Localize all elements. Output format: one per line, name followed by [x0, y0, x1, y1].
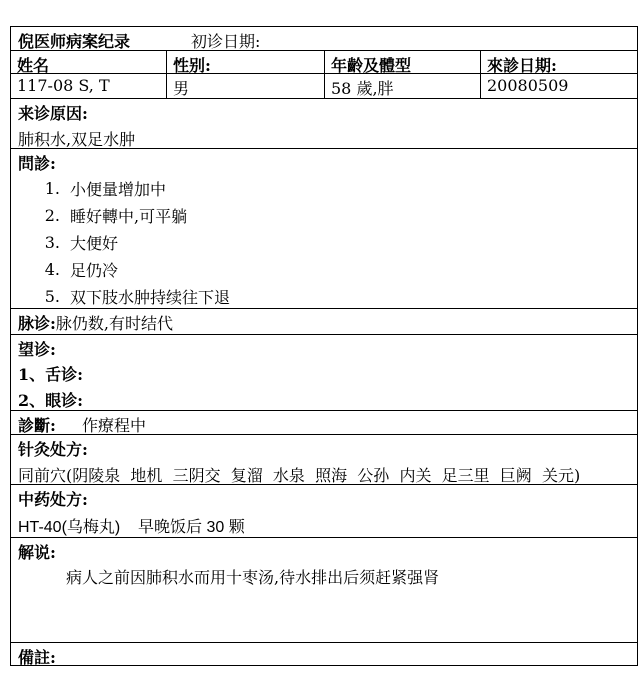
diagnosis-text: 作療程中	[82, 416, 147, 435]
inquiry-label: 問診:	[18, 154, 56, 173]
acupuncture-label: 针灸处方:	[18, 440, 88, 459]
reason-section	[10, 98, 638, 148]
reason-text: 肺积水,双足水肿	[18, 130, 136, 149]
tongue-label: 1、舌诊:	[18, 365, 84, 384]
pulse-label: 脉诊:	[18, 314, 56, 333]
sex-value: 男	[167, 74, 325, 98]
age-value: 58 歲,胖	[325, 74, 481, 98]
acupuncture-text: 同前穴(阴陵泉 地机 三阴交 复溜 水泉 照海 公孙 内关 足三里 巨阙 关元)	[18, 466, 581, 485]
eye-label: 2、眼诊:	[18, 391, 84, 410]
herbal-section	[10, 484, 638, 537]
explain-section	[10, 537, 638, 642]
notes-label: 備註:	[18, 648, 56, 667]
inquiry-item: 4. 足仍冷	[44, 260, 119, 280]
inquiry-item: 3. 大便好	[44, 233, 119, 253]
inquiry-item: 2. 睡好轉中,可平躺	[44, 206, 188, 226]
observe-label: 望诊:	[18, 340, 56, 359]
title-row	[10, 26, 638, 50]
first-visit-label: 初诊日期:	[191, 32, 261, 51]
name-value: 117-08 S, T	[11, 74, 167, 98]
diagnosis-section	[10, 410, 638, 434]
notes-section	[10, 642, 638, 666]
name-label: 姓名	[11, 51, 167, 73]
record-title: 倪医师病案纪录	[18, 32, 131, 51]
acupuncture-section	[10, 434, 638, 484]
inquiry-section	[10, 148, 638, 308]
sex-label: 性别:	[167, 51, 325, 73]
explain-label: 解说:	[18, 543, 56, 562]
inquiry-item: 1. 小便量增加中	[44, 179, 167, 199]
reason-label: 来诊原因:	[18, 104, 88, 123]
medical-record	[10, 26, 638, 666]
pulse-text: 脉仍数,有时结代	[55, 314, 174, 333]
observe-section	[10, 334, 638, 410]
info-header-row	[10, 50, 638, 73]
inquiry-item: 5. 双下肢水肿持续往下退	[44, 287, 231, 307]
herbal-label: 中药处方:	[18, 490, 88, 509]
pulse-section	[10, 308, 638, 334]
inquiry-list	[18, 175, 637, 310]
explain-text: 病人之前因肺积水而用十枣汤,待水排出后须赶紧强肾	[66, 568, 440, 587]
age-label: 年齡及體型	[325, 51, 481, 73]
diagnosis-label: 診斷:	[18, 416, 56, 435]
info-value-row	[10, 73, 638, 98]
visit-value: 20080509	[487, 76, 569, 95]
visit-label: 來診日期:	[487, 56, 557, 75]
herbal-text: HT-40(乌梅丸) 早晚饭后 30 颗	[18, 519, 245, 536]
